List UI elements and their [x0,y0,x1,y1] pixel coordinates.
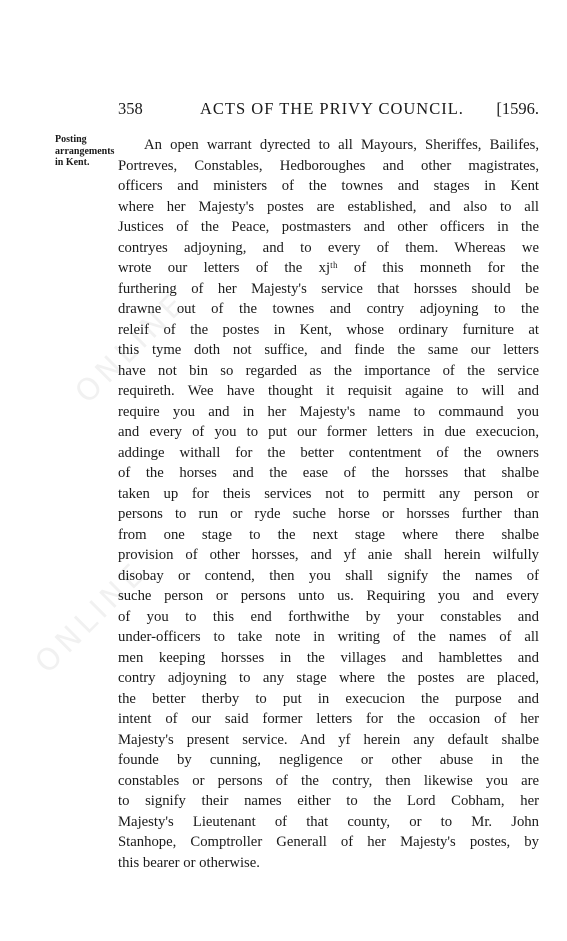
text-line: wrote our letters of the xjᵗʰ of this monneth for the [118,260,539,276]
header-year: [1596. [496,99,539,118]
text-line: releif of the postes in Kent, whose ordinary furniture at [118,321,539,338]
page-number: 358 [118,99,143,118]
text-line: Justices of the Peace, postmasters and other officers in the [118,219,539,235]
text-line: where her Majesty's postes are established, and also to all [118,198,539,215]
warrant-text [118,135,539,873]
text-line: suche person or persons unto us. Requiring you and every [118,588,539,604]
text-line: men keeping horsses in the villages and hamblettes and [118,649,539,666]
text-line: intent of our said former letters for the occasion of her [118,711,539,727]
text-line: addinge withall for the better contentment of the owners [118,444,539,461]
margin-note-line: in Kent. [55,157,90,168]
margin-note-line: arrangements [55,145,115,157]
text-line: drawne out of the townes and contry adjoyning to the [118,301,539,317]
text-line: founde by cunning, negligence or other abuse in the [118,752,539,768]
margin-note-line: Posting [55,134,87,145]
text-line: provision of other horsses, and yf anie shall herein wilfully [118,547,539,563]
text-line: this bearer or otherwise. [118,854,260,871]
text-line: of you to this end forthwithe by your constables and [118,608,539,625]
text-line: contryes adjoyning, and to every of them. Whereas we [118,239,539,256]
text-line: requireth. Wee have thought it requisit againe to will and [118,383,539,399]
text-line: disobay or contend, then you shall signify the names of [118,567,539,584]
page-header [118,99,539,121]
text-line: of the horses and the ease of the horsses that shalbe [118,465,539,481]
text-line: this tyme doth not suffice, and finde the same our letters [118,342,539,358]
watermark-upper: ONLINE [68,284,195,411]
text-line: have not bin so regarded as the importance of the service [118,362,539,379]
text-line: furthering of her Majesty's service that horsses should be [118,280,539,297]
text-line: under-officers to take note in writing of the names of all [118,629,539,645]
text-line: taken up for theis services not to permitt any person or [118,485,539,502]
text-line: An open warrant dyrected to all Mayours, Sheriffes, Bailifes, [144,137,539,153]
text-line: and every of you to put our former letters in due execucion, [118,424,539,440]
text-line: Majesty's Lieutenant of that county, or to Mr. John [118,813,539,830]
margin-note [55,134,125,169]
text-line: to signify their names either to the Lord Cobham, her [118,793,539,809]
text-line: contry adjoyning to any stage where the postes are placed, [118,670,539,686]
text-line: Majesty's present service. And yf herein any default shalbe [118,731,539,748]
text-line: constables or persons of the contry, then likewise you are [118,772,539,789]
running-head: ACTS OF THE PRIVY COUNCIL. [200,99,464,118]
text-line: Portreves, Constables, Hedboroughes and other magistrates, [118,157,539,174]
watermark-lower: ONLINE [28,554,155,681]
text-line: Stanhope, Comptroller Generall of her Majesty's postes, by [118,834,539,850]
text-line: from one stage to the next stage where there shalbe [118,526,539,543]
text-line: officers and ministers of the townes and stages in Kent [118,178,539,194]
text-line: require you and in her Majesty's name to commaund you [118,403,539,420]
text-line: the better therby to put in execucion the purpose and [118,690,539,707]
text-line: persons to run or ryde suche horse or horsses further than [118,506,539,522]
